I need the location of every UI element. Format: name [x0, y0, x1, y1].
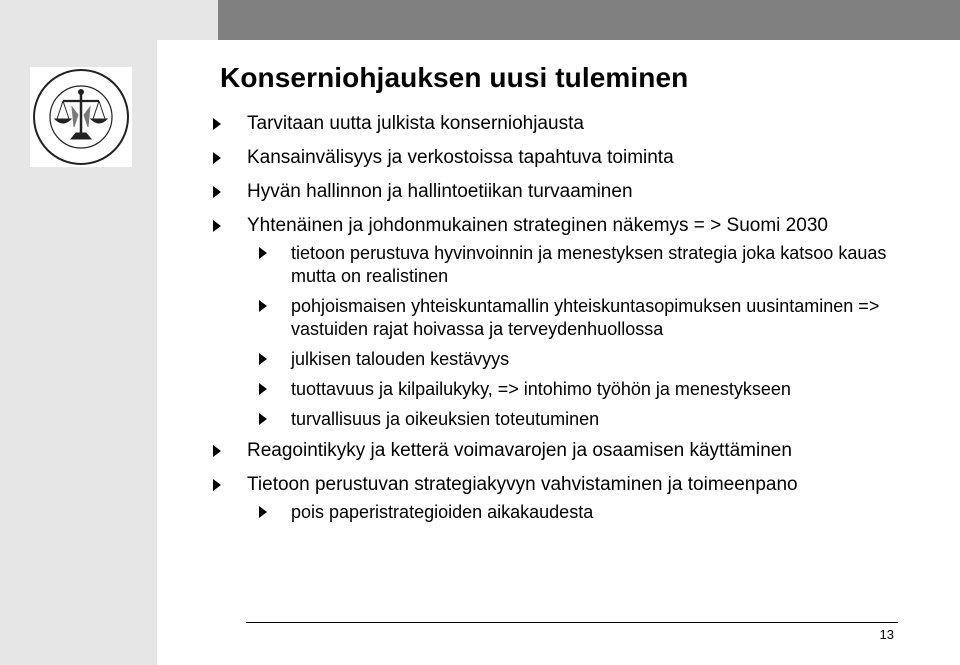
bullet-text: Yhtenäinen ja johdonmukainen strateginen näkemys = > Suomi 2030 [247, 215, 828, 236]
sub-bullet-text: tietoon perustuva hyvinvoinnin ja menestyksen strategia joka katsoo kauas mutta on realistinen [291, 243, 887, 286]
sub-bullet-arrow-icon [259, 247, 267, 259]
logo-seal [30, 67, 132, 167]
bullet-arrow-icon [213, 118, 221, 130]
scales-of-justice-seal-icon [30, 67, 132, 167]
bullet-text: Tietoon perustuvan strategiakyvyn vahvistaminen ja toimeenpano [247, 474, 798, 495]
bullet-item [213, 214, 913, 238]
bullet-arrow-icon [213, 152, 221, 164]
bullet-item [213, 112, 913, 136]
top-bar-light-segment [157, 0, 218, 40]
bullet-arrow-icon [213, 186, 221, 198]
sub-bullet-arrow-icon [259, 506, 267, 518]
sub-bullet-item [259, 408, 913, 431]
sub-bullet-arrow-icon [259, 413, 267, 425]
sub-bullet-arrow-icon [259, 353, 267, 365]
sub-bullet-text: julkisen talouden kestävyys [291, 349, 510, 369]
sub-bullet-item [259, 378, 913, 401]
sub-bullet-text: tuottavuus ja kilpailukyky, => intohimo työhön ja menestykseen [291, 379, 791, 399]
slide-title: Konserniohjauksen uusi tuleminen [220, 62, 689, 93]
sub-bullet-arrow-icon [259, 383, 267, 395]
sub-bullet-item [259, 242, 913, 288]
bullet-item [213, 180, 913, 204]
bullet-item [213, 473, 913, 497]
bullet-text: Hyvän hallinnon ja hallintoetiikan turvaaminen [247, 181, 633, 202]
sub-bullet-item [259, 501, 913, 524]
sub-bullet-text: pois paperistrategioiden aikakaudesta [291, 502, 594, 522]
bullet-text: Reagointikyky ja ketterä voimavarojen ja osaamisen käyttäminen [247, 440, 792, 461]
bullet-text: Tarvitaan uutta julkista konserniohjausta [247, 113, 584, 134]
bullet-arrow-icon [213, 220, 221, 232]
bullet-item [213, 439, 913, 463]
top-bar-dark-segment [218, 0, 960, 40]
sub-bullet-item [259, 348, 913, 371]
sub-bullet-item [259, 295, 913, 341]
bullet-list [213, 112, 913, 531]
sub-bullet-arrow-icon [259, 300, 267, 312]
bullet-arrow-icon [213, 479, 221, 491]
bullet-text: Kansainvälisyys ja verkostoissa tapahtuva toiminta [247, 147, 674, 168]
sub-bullet-text: pohjoismaisen yhteiskuntamallin yhteiskuntasopimuksen uusintaminen => vastuiden rajat hoivassa ja terveydenhuollossa [291, 296, 880, 339]
bullet-item [213, 146, 913, 170]
bullet-arrow-icon [213, 445, 221, 457]
sub-bullet-text: turvallisuus ja oikeuksien toteutuminen [291, 409, 600, 429]
footer-divider [246, 622, 898, 623]
page-number: 13 [879, 627, 894, 642]
